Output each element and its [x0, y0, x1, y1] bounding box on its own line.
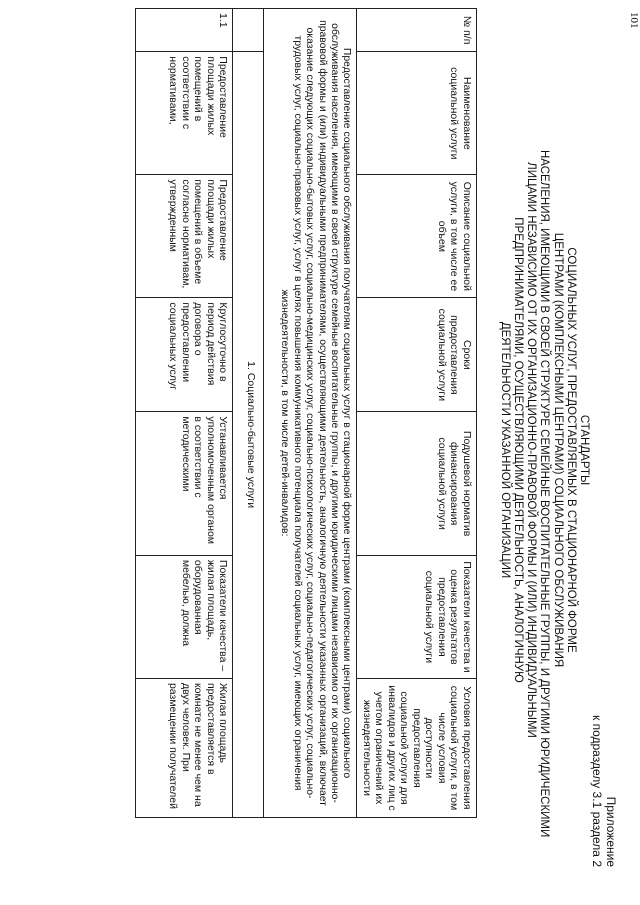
table-header-row — [357, 9, 477, 818]
row-terms: Круглосуточно в период действия договора о предоставлении социальных услуг — [136, 298, 233, 412]
title-line: СОЦИАЛЬНЫХ УСЛУГ, ПРЕДОСТАВЛЯЕМЫХ В СТАЦИОНАРНОЙ ФОРМЕ — [564, 247, 577, 653]
row-norm: Устанавливается уполномоченным органом в соответствии с методическими — [136, 412, 233, 556]
title-line: СТАНДАРТЫ — [578, 414, 590, 486]
section-heading-row — [233, 9, 264, 818]
title-line: ЛИЦАМИ НЕЗАВИСИМО ОТ ИХ ОРГАНИЗАЦИОННО-ПРАВОВОЙ ФОРМЫ И (ИЛИ) ИНДИВИДУАЛЬНЫМИ — [525, 162, 538, 738]
header-cell-norm: Подушевой норматив финансирования социальной услуги — [357, 412, 477, 556]
section-empty-cell — [233, 9, 264, 52]
row-conditions: Жилая площадь предоставляется в комнате не менее чем на двух человек. При размещении получателей — [136, 678, 233, 817]
row-number: 1.1 — [136, 9, 233, 52]
title-line: ЦЕНТРАМИ (КОМПЛЕКСНЫМИ ЦЕНТРАМИ) СОЦИАЛЬНОГО ОБСЛУЖИВАНИЯ — [551, 232, 564, 668]
intro-paragraph: Предоставление социального обслуживания получателям социальных услуг в стационарной форме центрами (комплексными центрами) социального обслуживания населения, имеющими в своей структуре семейные воспитательные группы, и другими юридическими лицами независимо от их организационно-правовой формы и (или) индивидуальными предпринимателями, осуществляющими деятельность, аналогичную деятельности указанных организаций, включает оказание следующих социально-бытовых услуг, социально-медицинских услуг, социально-психологических услуг, социально-педагогических услуг, социально-трудовых услуг, социально-правовых услуг, услуг в целях повышения коммуникативного потенциала получателей социальных услуг, имеющих ограничения жизнедеятельности, в том числе детей-инвалидов: — [264, 9, 357, 818]
row-service-name: Предоставление площади жилых помещений в соответствии с нормативами, — [136, 52, 233, 175]
header-cell-name: Наименование социальной услуги — [357, 52, 477, 175]
document-title — [498, 150, 590, 838]
row-description: Предоставление площади жилых помещений в объеме согласно нормативам, утвержденным — [136, 175, 233, 298]
title-line: ДЕЯТЕЛЬНОСТИ УКАЗАННОЙ ОРГАНИЗАЦИИ — [498, 321, 511, 579]
standards-table — [136, 8, 478, 818]
header-cell-description: Описание социальной услуги, в том числе ее объем — [357, 175, 477, 298]
title-line: ПРЕДПРИНИМАТЕЛЯМИ, ОСУЩЕСТВЛЯЮЩИМИ ДЕЯТЕЛЬНОСТЬ, АНАЛОГИЧНУЮ — [511, 217, 524, 683]
header-cell-quality: Показатели качества и оценка результатов предоставления социальной услуги — [357, 555, 477, 678]
table-intro-row — [264, 9, 357, 818]
appendix-line-1: Приложение — [604, 796, 618, 867]
title-line: НАСЕЛЕНИЯ, ИМЕЮЩИМИ В СВОЕЙ СТРУКТУРЕ СЕМЕЙНЫЕ ВОСПИТАТЕЛЬНЫЕ ГРУППЫ, И ДРУГИМИ ЮРИДИЧЕСКИМИ — [538, 150, 551, 838]
header-cell-number: № п/п — [357, 9, 477, 52]
page-number: 101 — [628, 12, 640, 29]
header-cell-terms: Сроки предоставления социальной услуги — [357, 298, 477, 412]
appendix-reference — [590, 715, 618, 867]
section-heading: 1. Социально-бытовые услуги — [233, 52, 264, 818]
header-cell-conditions: Условия предоставления социальной услуги, в том числе условия доступности предоставления социальной услуги для инвалидов и других лиц с учетом ограничений их жизнедеятельности — [357, 678, 477, 817]
appendix-line-2: к подразделу 3.1 раздела 2 — [590, 715, 604, 867]
row-quality: Показатели качества – жилая площадь, оборудованная мебелью, должна — [136, 555, 233, 678]
table-row — [136, 9, 233, 818]
